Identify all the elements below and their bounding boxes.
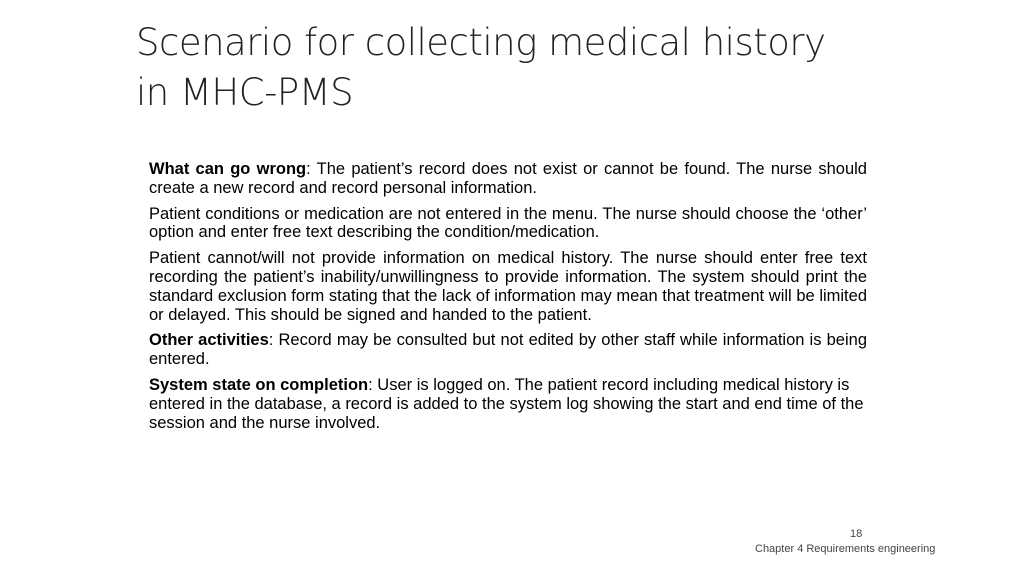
- what-can-go-wrong-label: What can go wrong: [149, 160, 307, 178]
- system-state-paragraph: [149, 376, 867, 432]
- conditions-paragraph: Patient conditions or medication are not entered in the menu. The nurse should choose the ‘other’ option and enter free text describing the condition/medication.: [149, 204, 867, 242]
- no-history-paragraph: Patient cannot/will not provide information on medical history. The nurse should enter free text recording the patient’s inability/unwillingness to provide information. The system should print the standard exclusion form stating that the lack of information may mean that treatment will be limited or delayed. This should be signed and handed to the patient.: [149, 249, 867, 324]
- other-activities-paragraph: [149, 331, 867, 369]
- what-can-go-wrong-paragraph: [149, 160, 867, 198]
- system-state-text: : User is logged on. The patient record including medical history is entered in the database, a record is added to the system log showing the start and end time of the session and the nurse involved.: [149, 375, 864, 432]
- other-activities-label: Other activities: [149, 331, 269, 350]
- footer-text: Chapter 4 Requirements engineering: [755, 543, 936, 555]
- title-line-2: in MHC-PMS: [136, 71, 354, 114]
- title-line-1: Scenario for collecting medical history: [136, 21, 826, 64]
- scenario-text: [149, 160, 867, 432]
- slide-title: [136, 18, 896, 118]
- system-state-label: System state on completion: [149, 375, 369, 394]
- what-can-go-wrong-text: : The patient’s record does not exist or cannot be found. The nurse should create a new record and record personal information.: [149, 160, 867, 197]
- other-activities-text: : Record may be consulted but not edited by other staff while information is being entered.: [149, 331, 867, 369]
- page-number: 18: [850, 528, 863, 540]
